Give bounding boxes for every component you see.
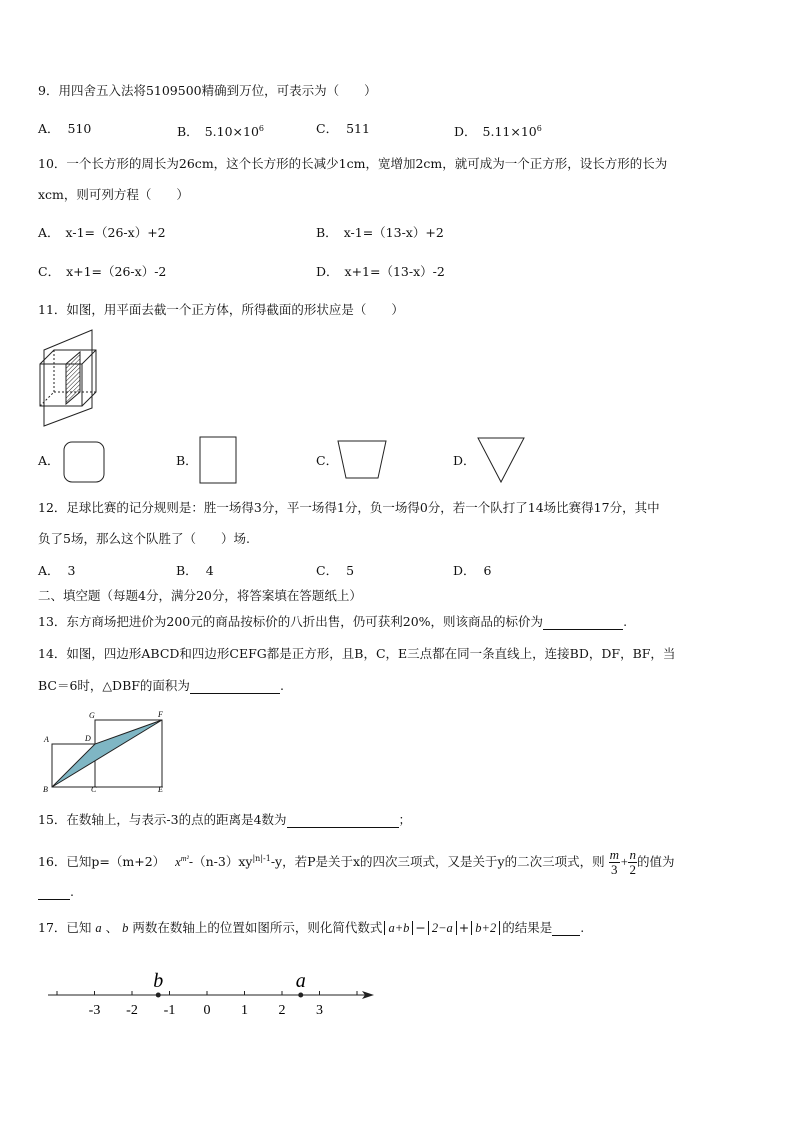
- q15-stem: 15．在数轴上，与表示-3的点的距离是4数为 ；: [38, 812, 412, 827]
- q10-option-b: B． x-1=（13-x）+2: [316, 225, 444, 240]
- q11-cube-figure: [36, 326, 102, 428]
- q12-option-b: B． 4: [176, 563, 214, 578]
- q10-option-a: A． x-1=（26-x）+2: [38, 225, 166, 240]
- q14-label-d: D: [85, 734, 91, 743]
- q14-label-c: C: [91, 785, 97, 794]
- q17-number-line: [44, 962, 384, 1022]
- q16-stem-line2: .: [38, 884, 74, 900]
- q11-stem: 11．如图，用平面去截一个正方体，所得截面的形状应是（ ）: [38, 302, 404, 317]
- number-line-tick-label: 3: [316, 1003, 323, 1018]
- q11-shape-rounded-square: [63, 441, 105, 483]
- q11-option-a: A．: [38, 453, 60, 468]
- q9-option-d: D． $5.11\times 10^6$: [454, 124, 542, 140]
- q14-label-a: A: [44, 735, 49, 744]
- q14-squares-figure: [38, 708, 173, 794]
- q17-stem: 17．已知 a 、 b 两数在数轴上的位置如图所示，则化简代数式 a+b − 2−a + b+2 的结果是 .: [38, 920, 585, 935]
- q10-stem-line1: 10．一个长方形的周长为26cm，这个长方形的长减少1cm，宽增加2cm，就可成为一个正方形，设长方形的长为: [38, 156, 668, 171]
- q11-shape-rectangle: [199, 436, 237, 484]
- q9-option-a: A． 510: [38, 121, 92, 136]
- q13-stem: 13．东方商场把进价为200元的商品按标价的八折出售，仍可获利20%，则该商品的标价为 .: [38, 614, 628, 629]
- q11-shape-trapezoid: [337, 440, 387, 480]
- q14-label-b: B: [43, 785, 48, 794]
- q10-option-c: C． x+1=（26-x）-2: [38, 264, 167, 279]
- number-line-tick-label: -3: [88, 1003, 101, 1018]
- section-heading-fill-in: 二、填空题（每题4分，满分20分，将答案填在答题纸上）: [38, 588, 362, 603]
- q11-shape-triangle: [477, 437, 525, 483]
- number-line-tick-label: -2: [126, 1003, 138, 1018]
- number-line-tick-label: 0: [203, 1003, 211, 1018]
- q11-option-b: B．: [176, 453, 198, 468]
- number-line-label-b: b: [153, 970, 164, 992]
- number-line-tick-label: -1: [163, 1003, 176, 1018]
- q10-stem-line2: xcm，则可列方程（ ）: [38, 187, 189, 202]
- q12-stem-line1: 12．足球比赛的记分规则是：胜一场得3分，平一场得1分，负一场得0分，若一个队打了14场比赛得17分，其中: [38, 500, 660, 515]
- q12-option-d: D． 6: [453, 563, 492, 578]
- q14-stem-line2: BC＝6时，△DBF的面积为 .: [38, 678, 284, 693]
- number-line-tick-label: 2: [278, 1003, 286, 1018]
- q14-label-g: G: [89, 711, 95, 720]
- q14-label-f: F: [158, 710, 163, 719]
- q16-stem-line1: 16．已知p=（m+2） $x^{m^2}-(n-3)xy^{|n|-1}-y$，若P是关于x的四次三项式，又是关于y的二次三项式，则 $\frac{m}{3}$ + $\frac{n}{2}$ 的值为: [38, 847, 675, 877]
- q11-option-c: C．: [316, 453, 339, 468]
- number-line-point-b: [156, 993, 161, 998]
- number-line-point-a: [298, 993, 303, 998]
- number-line-tick-label: 1: [241, 1003, 248, 1018]
- q9-option-b: B． $5.10\times 10^6$: [177, 124, 264, 140]
- q12-option-a: A． 3: [38, 563, 76, 578]
- q12-option-c: C． 5: [316, 563, 355, 578]
- q11-option-d: D．: [453, 453, 476, 468]
- q14-label-e: E: [158, 785, 163, 794]
- number-line-label-a: a: [295, 970, 306, 992]
- q12-stem-line2: 负了5场，那么这个队胜了（ ）场.: [38, 531, 250, 546]
- q9-stem: 9．用四舍五入法将5109500精确到万位，可表示为（ ）: [38, 83, 377, 98]
- q9-option-c: C． 511: [316, 121, 370, 136]
- q16-fraction-m-over-3: $\frac{m}{3}$: [609, 847, 619, 877]
- q16-fraction-n-over-2: $\frac{n}{2}$: [629, 847, 636, 877]
- q10-option-d: D． x+1=（13-x）-2: [316, 264, 445, 279]
- q14-stem-line1: 14．如图，四边形ABCD和四边形CEFG都是正方形，且B，C，E三点都在同一条直线上，连接BD，DF，BF，当: [38, 646, 676, 661]
